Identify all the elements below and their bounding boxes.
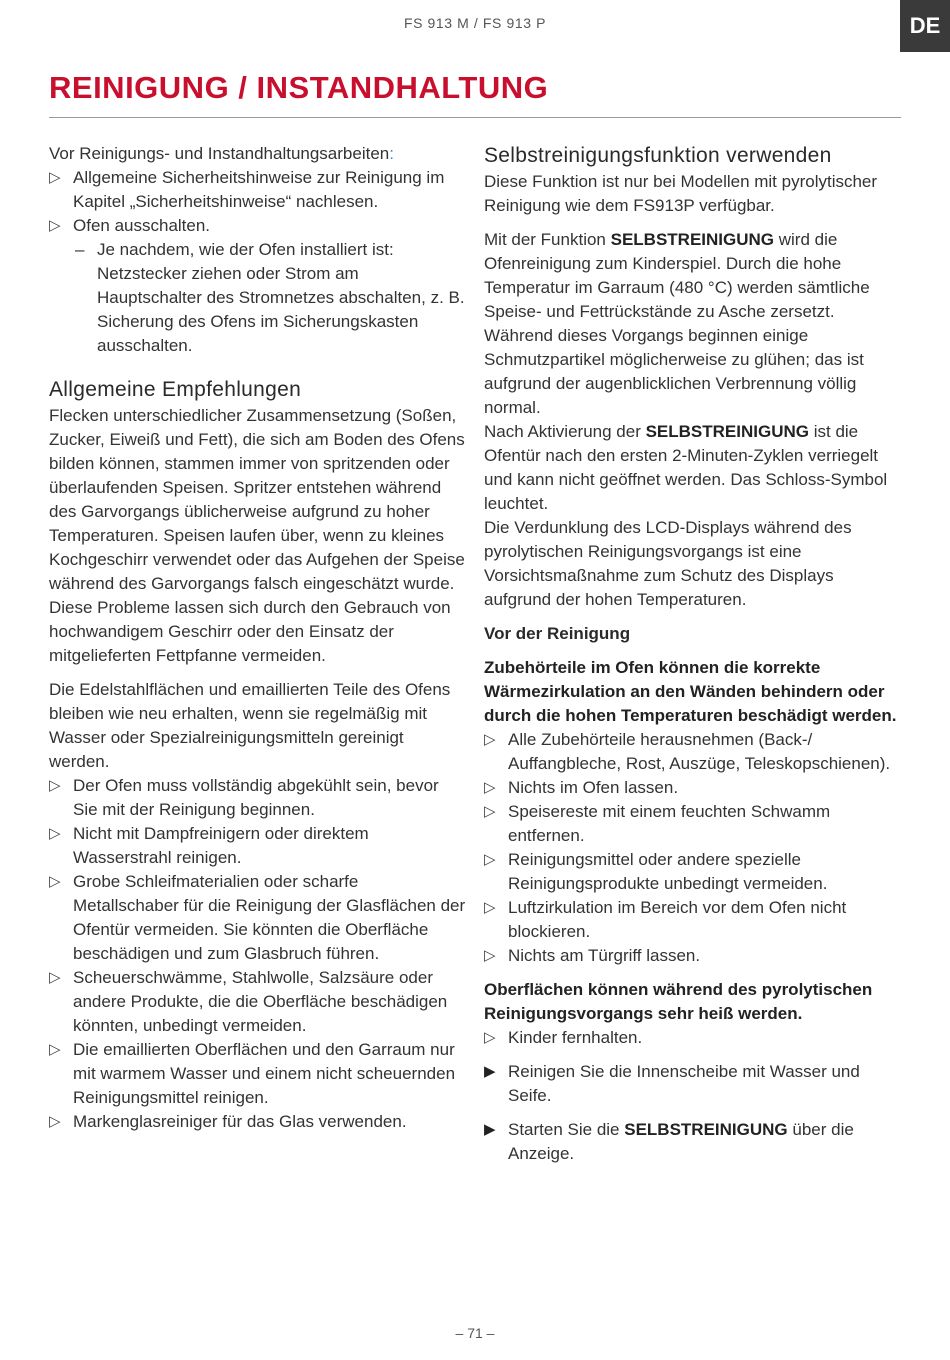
language-badge: DE <box>900 0 950 52</box>
subheading-before-cleaning: Vor der Reinigung <box>484 624 631 643</box>
section-heading-self-cleaning: Selbstreinigungsfunktion verwenden <box>484 144 832 167</box>
general-paragraph-2: Die Edelstahlflächen und emaillierten Teile des Ofens bleiben wie neu erhalten, wenn sie regelmäßig mit Wasser oder Spezialreinigungsmitteln gereinigt werden. <box>49 680 451 771</box>
triangle-bullet-icon: ▷ <box>49 873 61 890</box>
list-item: ▷ Der Ofen muss vollständig abgekühlt sein, bevor Sie mit der Reinigung beginnen. <box>49 776 439 819</box>
list-item: ▷ Nicht mit Dampfreinigern oder direktem Wasserstrahl reinigen. <box>49 824 369 867</box>
list-item: ▷ Alle Zubehörteile herausnehmen (Back-/ Auffangbleche, Rost, Auszüge, Teleskopschienen). <box>484 730 891 773</box>
list-item: ▷ Grobe Schleifmaterialien oder scharfe Metallschaber für die Reinigung der Glasflächen der Ofentür vermeiden. Sie könnten die Oberfläche beschädigen und zum Glasbruch führen. <box>49 872 466 963</box>
step-arrow-icon: ▶ <box>484 1063 496 1080</box>
page-number: – 71 – <box>455 1325 495 1341</box>
triangle-bullet-icon: ▷ <box>49 217 61 234</box>
list-item: ▷ Reinigungsmittel oder andere spezielle Reinigungsprodukte unbedingt vermeiden. <box>484 850 828 893</box>
triangle-bullet-icon: ▷ <box>484 1029 496 1046</box>
list-item: ▷ Markenglasreiniger für das Glas verwenden. <box>49 1110 467 1134</box>
keyword-self-cleaning: SELBSTREINIGUNG <box>610 230 775 249</box>
step-item: ▶ Starten Sie die SELBSTREINIGUNG über die Anzeige. <box>484 1120 854 1163</box>
list-item: ▷ Die emaillierten Oberflächen und den Garraum nur mit warmem Wasser und einem nicht scheuernden Reinigungsmittel reinigen. <box>49 1040 456 1107</box>
list-item: ▷ Kinder fernhalten. <box>484 1026 904 1050</box>
list-item: ▷ Allgemeine Sicherheitshinweise zur Reinigung im Kapitel „Sicherheitshinweise“ nachlesen. <box>49 168 445 211</box>
list-item: ▷ Ofen ausschalten. <box>49 214 467 238</box>
list-item: ▷ Nichts am Türgriff lassen. <box>484 944 904 968</box>
right-column <box>484 142 904 1166</box>
triangle-bullet-icon: ▷ <box>49 169 61 186</box>
dash-bullet-icon: – <box>75 240 85 259</box>
list-item: ▷ Nichts im Ofen lassen. <box>484 776 904 800</box>
warning-accessories: Zubehörteile im Ofen können die korrekte Wärmezirkulation an den Wänden behindern oder durch die hohen Temperaturen beschädigt werden. <box>484 658 897 725</box>
warning-hot-surfaces: Oberflächen können während des pyrolytischen Reinigungsvorgangs sehr heiß werden. <box>484 980 873 1023</box>
section-heading-general: Allgemeine Empfehlungen <box>49 378 302 401</box>
general-paragraph-1: Flecken unterschiedlicher Zusammensetzung (Soßen, Zucker, Eiweiß und Fett), die sich am Boden des Ofens bilden können, stammen immer von spritzenden oder überlaufenden Speisen. Spritzer entstehen während des Garvorgangs üblicherweise aufgrund zu hoher Temperaturen. Speisen laufen über, wenn zu kleines Kochgeschirr verwendet oder das Aufgehen der Speise während des Garvorgangs falsch eingeschätzt wurde. Diese Probleme lassen sich durch den Gebrauch von hochwandigem Geschirr oder den Einsatz der mitgelieferten Fettpfanne vermeiden. <box>49 406 465 665</box>
list-item: ▷ Scheuerschwämme, Stahlwolle, Salzsäure oder andere Produkte, die die Oberfläche beschädigen könnten, unbedingt vermeiden. <box>49 968 448 1035</box>
triangle-bullet-icon: ▷ <box>49 1041 61 1058</box>
triangle-bullet-icon: ▷ <box>484 947 496 964</box>
self-cleaning-paragraph-1: Diese Funktion ist nur bei Modellen mit pyrolytischer Reinigung wie dem FS913P verfügbar. <box>484 172 878 215</box>
self-cleaning-paragraph-4: Die Verdunklung des LCD-Displays während des pyrolytischen Reinigungsvorgangs ist eine Vorsichtsmaßnahme zum Schutz des Displays aufgrund der hohen Temperaturen. <box>484 518 852 609</box>
intro-list <box>49 166 467 238</box>
page-title: REINIGUNG / INSTANDHALTUNG <box>49 70 549 105</box>
triangle-bullet-icon: ▷ <box>484 731 496 748</box>
list-item: ▷ Luftzirkulation im Bereich vor dem Ofen nicht blockieren. <box>484 898 847 941</box>
step-item: ▶ Reinigen Sie die Innenscheibe mit Wasser und Seife. <box>484 1062 860 1105</box>
before-cleaning-list <box>484 728 904 968</box>
triangle-bullet-icon: ▷ <box>49 825 61 842</box>
triangle-bullet-icon: ▷ <box>484 851 496 868</box>
title-divider <box>49 117 901 118</box>
step-list <box>484 1060 904 1166</box>
header-model: FS 913 M / FS 913 P <box>403 15 547 31</box>
self-cleaning-paragraph-2: Mit der Funktion SELBSTREINIGUNG wird die Ofenreinigung zum Kinderspiel. Durch die hohe Temperatur im Garraum (480 °C) werden sämtliche Speise- und Fettrückstände zu Asche zersetzt. Während dieses Vorgangs beginnen einige Schmutzpartikel möglicherweise zu glühen; das ist aufgrund der augenblicklichen Verbrennung völlig normal. <box>484 230 870 417</box>
list-item: ▷ Speisereste mit einem feuchten Schwamm entfernen. <box>484 802 831 845</box>
step-arrow-icon: ▶ <box>484 1121 496 1138</box>
hot-surfaces-list <box>484 1026 904 1050</box>
triangle-bullet-icon: ▷ <box>49 777 61 794</box>
left-column <box>49 142 467 1134</box>
keyword-self-cleaning: SELBSTREINIGUNG <box>624 1120 788 1139</box>
dash-item: – Je nachdem, wie der Ofen installiert ist: Netzstecker ziehen oder Strom am Hauptschalter des Stromnetzes abschalten, z. B. Sicherung des Ofens im Sicherungskasten ausschalten. <box>75 240 465 355</box>
keyword-self-cleaning: SELBSTREINIGUNG <box>645 422 809 441</box>
triangle-bullet-icon: ▷ <box>49 969 61 986</box>
triangle-bullet-icon: ▷ <box>49 1113 61 1130</box>
triangle-bullet-icon: ▷ <box>484 779 496 796</box>
triangle-bullet-icon: ▷ <box>484 803 496 820</box>
self-cleaning-paragraph-3: Nach Aktivierung der SELBSTREINIGUNG ist die Ofentür nach den ersten 2-Minuten-Zyklen verriegelt und kann nicht geöffnet werden. Das Schloss-Symbol leuchtet. <box>484 422 888 513</box>
triangle-bullet-icon: ▷ <box>484 899 496 916</box>
general-list <box>49 774 467 1134</box>
intro-text: Vor Reinigungs- und Instandhaltungsarbeiten: <box>49 144 394 163</box>
